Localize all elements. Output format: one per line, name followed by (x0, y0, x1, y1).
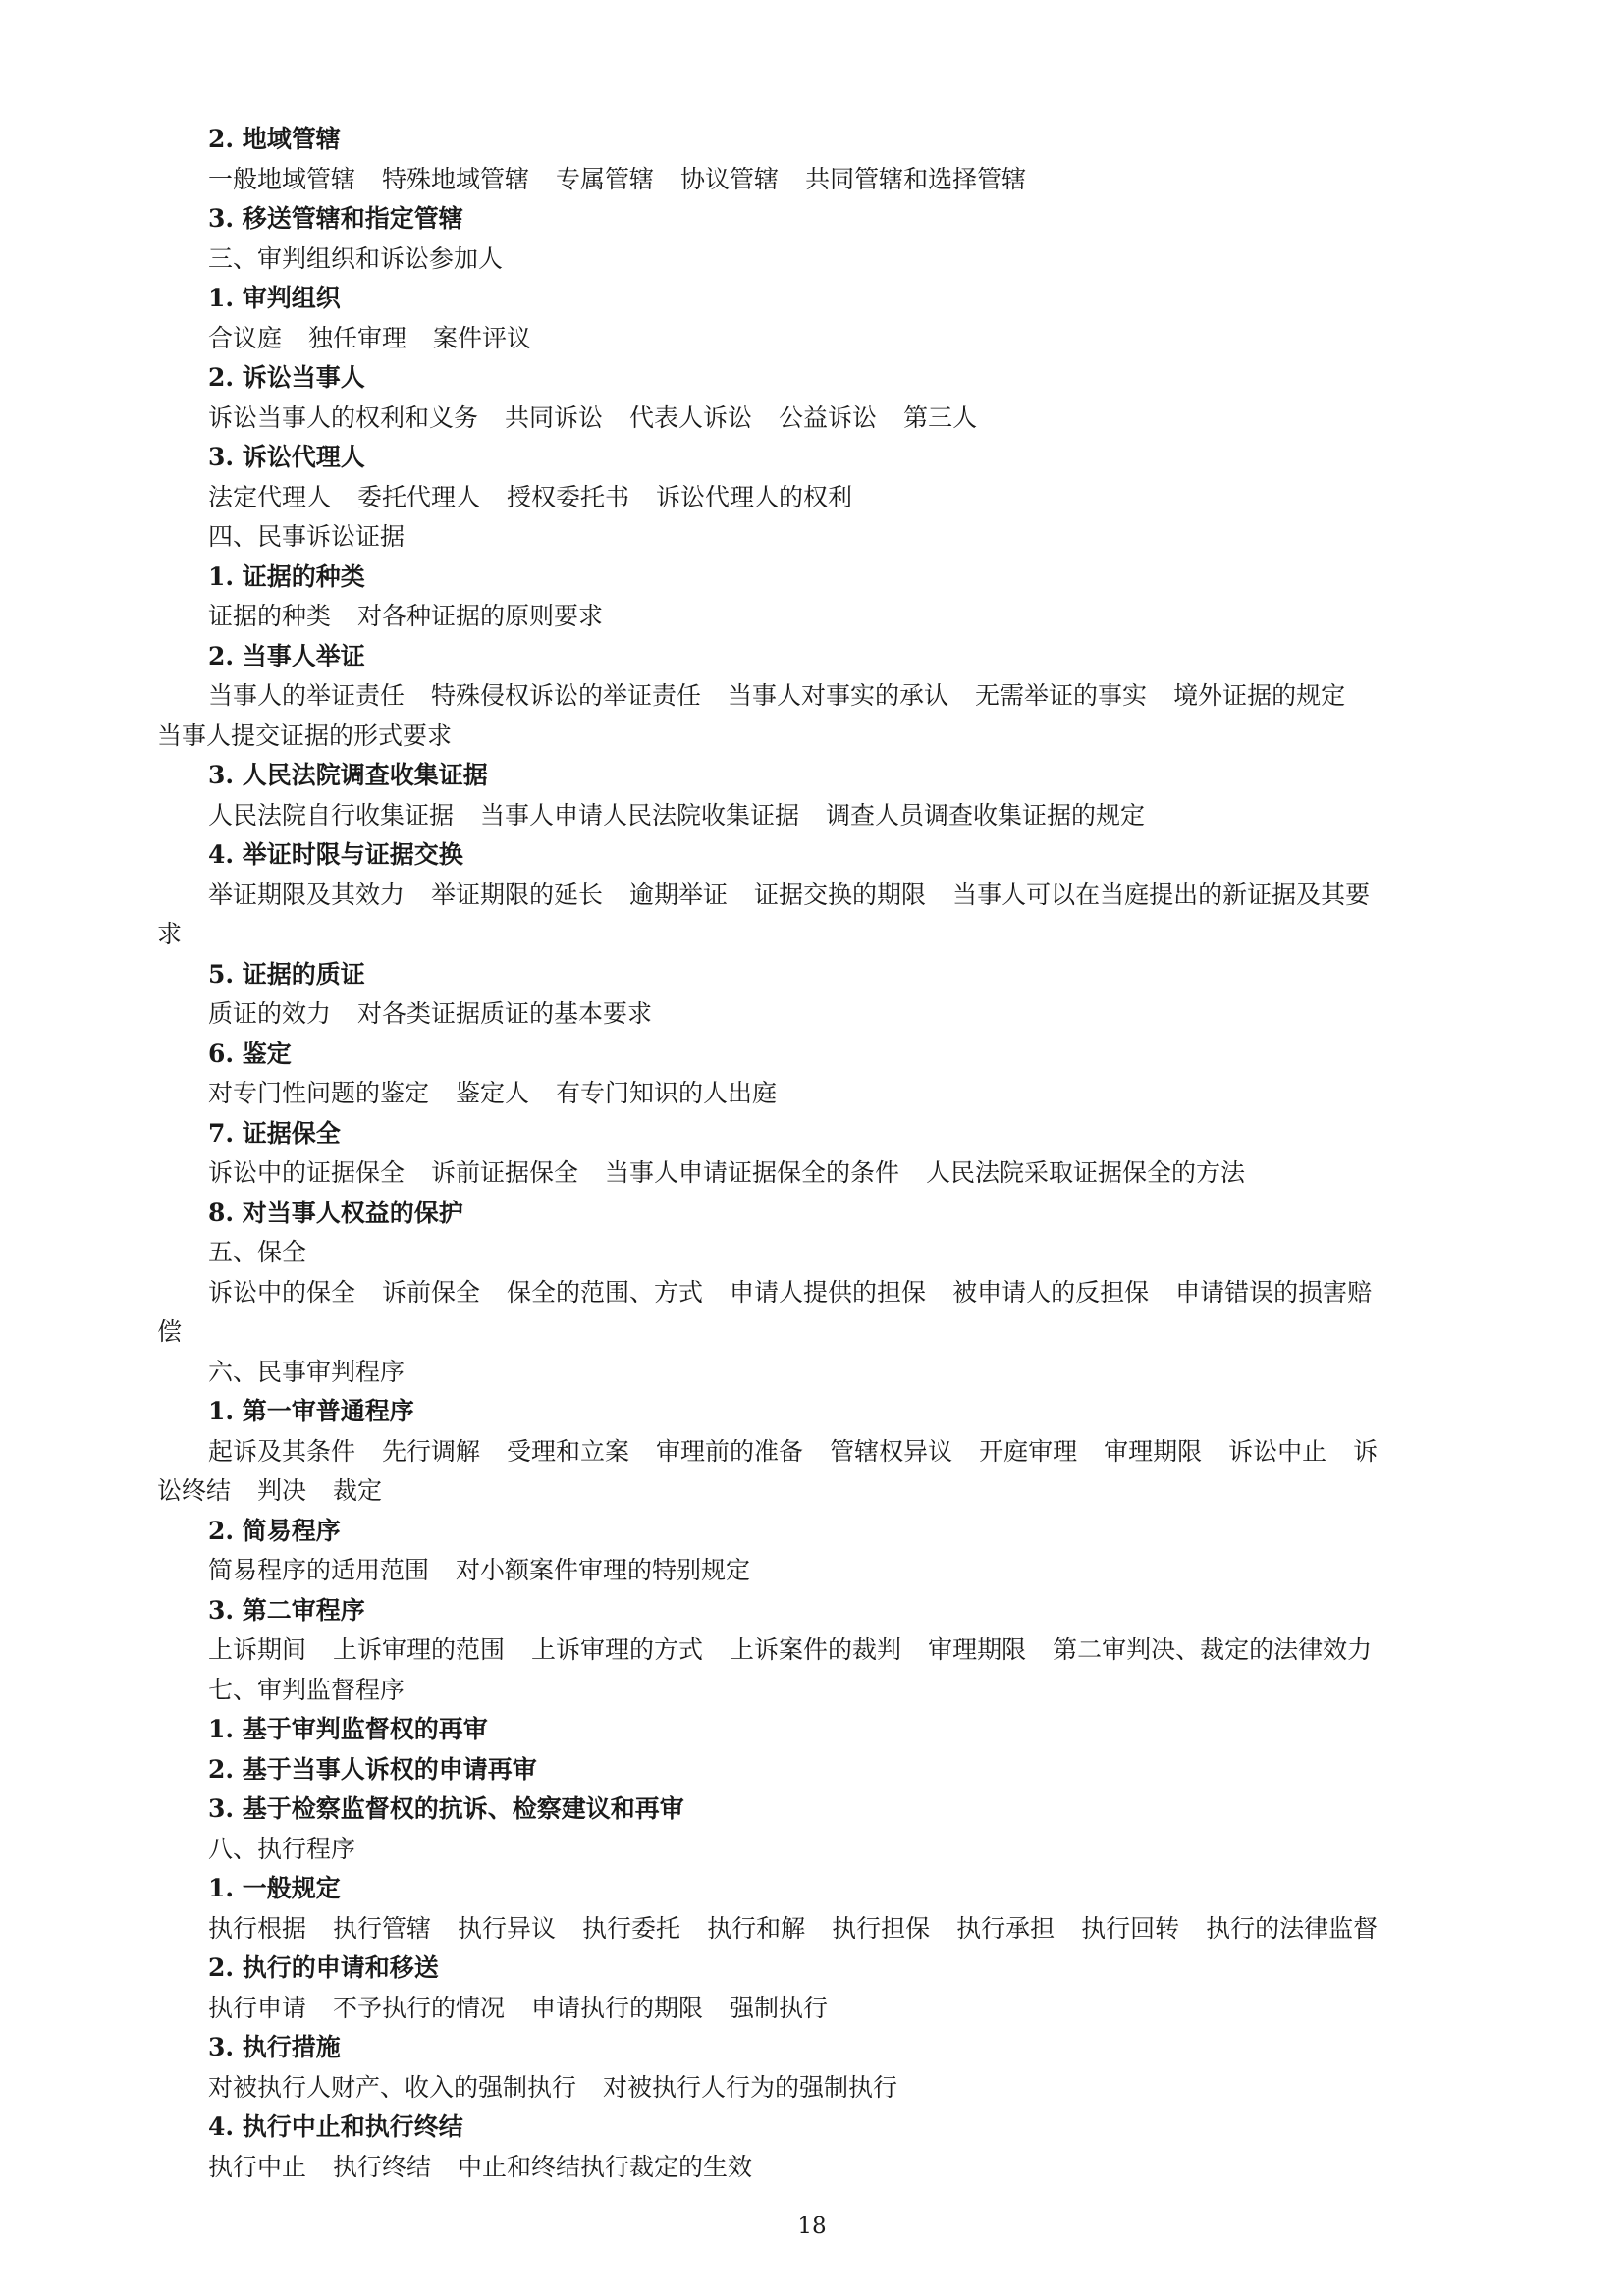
topic-item: 当事人对事实的承认 (728, 681, 949, 710)
topic-line (157, 1273, 1453, 1313)
topic-item: 鉴定人 (456, 1079, 530, 1107)
topic-item: 执行的法律监督 (1206, 1913, 1379, 1943)
topic-item: 四、民事诉讼证据 (208, 522, 406, 551)
topic-line (157, 1233, 1453, 1273)
topic-item: 讼终结 (157, 1476, 232, 1505)
topic-item: 对各类证据质证的基本要求 (357, 999, 653, 1028)
topic-item: 强制执行 (730, 1993, 829, 2022)
section-heading: 3. 诉讼代理人 (208, 443, 365, 471)
section-heading: 2. 执行的申请和移送 (208, 1953, 439, 1982)
topic-line (157, 1630, 1453, 1671)
topic-line (157, 1909, 1453, 1949)
topic-item: 对专门性问题的鉴定 (208, 1079, 430, 1107)
topic-item: 共同诉讼 (505, 402, 604, 432)
topic-item: 上诉审理的方式 (531, 1635, 704, 1664)
topic-item: 特殊地域管辖 (382, 164, 530, 193)
topic-item: 起诉及其条件 (208, 1436, 356, 1466)
topic-item: 第三人 (903, 402, 978, 432)
topic-item: 上诉审理的范围 (333, 1635, 506, 1664)
section-heading: 1. 第一审普通程序 (208, 1397, 414, 1425)
topic-item: 执行根据 (208, 1913, 307, 1943)
topic-item: 合议庭 (208, 323, 283, 352)
topic-item: 质证的效力 (208, 999, 332, 1028)
topic-item: 判决 (257, 1476, 307, 1505)
topic-item: 中止和终结执行裁定的生效 (458, 2152, 753, 2181)
section-heading: 1. 审判组织 (208, 284, 341, 312)
topic-item: 开庭审理 (979, 1436, 1078, 1466)
section-heading: 5. 证据的质证 (208, 959, 365, 988)
section-heading: 2. 地域管辖 (208, 125, 341, 153)
section-heading: 3. 执行措施 (208, 2033, 341, 2061)
topic-item: 当事人可以在当庭提出的新证据及其要 (952, 880, 1371, 909)
topic-item: 对小额案件审理的特别规定 (456, 1556, 751, 1584)
topic-line (157, 796, 1453, 836)
topic-item: 诉讼中的保全 (208, 1277, 356, 1307)
text-continuation-line (157, 1471, 1453, 1512)
topic-item: 执行管辖 (333, 1913, 432, 1943)
topic-item: 执行和解 (707, 1913, 806, 1943)
topic-item: 诉讼中的证据保全 (208, 1158, 406, 1187)
text-continuation-line (157, 915, 1453, 955)
topic-item: 独任审理 (308, 323, 407, 352)
topic-item: 上诉期间 (208, 1635, 307, 1664)
topic-item: 执行承担 (956, 1913, 1056, 1943)
section-heading: 2. 诉讼当事人 (208, 363, 365, 392)
topic-item: 公益诉讼 (779, 402, 878, 432)
topic-item: 无需举证的事实 (975, 681, 1148, 710)
topic-item: 逾期举证 (629, 880, 729, 909)
topic-item: 审理期限 (928, 1635, 1027, 1664)
topic-item: 执行担保 (832, 1913, 931, 1943)
section-heading: 3. 基于检察监督权的抗诉、检察建议和再审 (208, 1794, 684, 1823)
topic-item: 授权委托书 (507, 482, 630, 511)
section-heading: 3. 移送管辖和指定管辖 (208, 204, 463, 233)
topic-item: 诉讼当事人的权利和义务 (208, 402, 479, 432)
topic-item: 委托代理人 (357, 482, 481, 511)
topic-item: 管辖权异议 (830, 1436, 953, 1466)
topic-item: 执行终结 (333, 2152, 432, 2181)
topic-item: 有专门知识的人出庭 (556, 1079, 778, 1107)
topic-item: 五、保全 (208, 1238, 307, 1266)
section-heading: 2. 当事人举证 (208, 641, 365, 670)
topic-item: 境外证据的规定 (1173, 681, 1346, 710)
topic-item: 专属管辖 (556, 164, 655, 193)
section-heading: 8. 对当事人权益的保护 (208, 1198, 463, 1227)
topic-line (157, 876, 1453, 916)
topic-item: 代表人诉讼 (629, 402, 753, 432)
section-heading: 3. 人民法院调查收集证据 (208, 761, 488, 789)
topic-line (157, 240, 1453, 280)
topic-item: 简易程序的适用范围 (208, 1556, 430, 1584)
outline-content (157, 120, 1453, 2187)
topic-item: 申请人提供的担保 (730, 1277, 927, 1307)
text-continuation-line (157, 717, 1453, 757)
topic-item: 诉前证据保全 (431, 1158, 579, 1187)
topic-item: 执行申请 (208, 1993, 307, 2022)
topic-item: 案件评议 (433, 323, 532, 352)
topic-item: 举证期限及其效力 (208, 880, 406, 909)
section-heading: 7. 证据保全 (208, 1118, 341, 1148)
section-heading: 2. 基于当事人诉权的申请再审 (208, 1754, 537, 1784)
topic-item: 诉讼中止 (1228, 1436, 1327, 1466)
topic-item: 第二审判决、裁定的法律效力 (1053, 1635, 1373, 1664)
section-heading: 1. 证据的种类 (208, 561, 365, 591)
topic-line (157, 478, 1453, 518)
topic-line (157, 319, 1453, 359)
topic-line (157, 1551, 1453, 1591)
topic-item: 执行异议 (458, 1913, 557, 1943)
topic-item: 不予执行的情况 (333, 1993, 506, 2022)
topic-item: 执行回转 (1081, 1913, 1180, 1943)
topic-item: 共同管辖和选择管辖 (805, 164, 1027, 193)
topic-item: 被申请人的反担保 (952, 1277, 1150, 1307)
topic-item: 审理前的准备 (656, 1436, 804, 1466)
topic-line (157, 517, 1453, 558)
topic-line (157, 160, 1453, 200)
section-heading: 4. 执行中止和执行终结 (208, 2112, 463, 2141)
topic-line (157, 994, 1453, 1035)
topic-item: 求 (157, 920, 183, 948)
topic-item: 当事人的举证责任 (208, 681, 406, 710)
topic-item: 申请错误的损害赔 (1175, 1277, 1373, 1307)
topic-item: 七、审判监督程序 (208, 1675, 406, 1704)
topic-line (157, 1671, 1453, 1711)
topic-line (157, 2068, 1453, 2109)
topic-item: 证据交换的期限 (754, 880, 927, 909)
topic-item: 诉 (1353, 1436, 1379, 1466)
section-heading: 4. 举证时限与证据交换 (208, 840, 463, 869)
topic-item: 裁定 (333, 1476, 383, 1505)
topic-item: 证据的种类 (208, 602, 332, 630)
topic-item: 审理期限 (1104, 1436, 1203, 1466)
topic-line (157, 1353, 1453, 1393)
topic-line (157, 1074, 1453, 1114)
section-heading: 1. 基于审判监督权的再审 (208, 1715, 488, 1743)
topic-item: 受理和立案 (507, 1436, 630, 1466)
topic-item: 对各种证据的原则要求 (357, 602, 604, 630)
topic-line (157, 1153, 1453, 1194)
topic-item: 法定代理人 (208, 482, 332, 511)
topic-item: 人民法院采取证据保全的方法 (926, 1158, 1246, 1187)
topic-item: 六、民事审判程序 (208, 1357, 406, 1386)
topic-line (157, 2148, 1453, 2188)
topic-item: 对被执行人行为的强制执行 (603, 2072, 898, 2102)
topic-item: 上诉案件的裁判 (730, 1635, 902, 1664)
topic-item: 三、审判组织和诉讼参加人 (208, 243, 504, 273)
topic-item: 协议管辖 (680, 164, 780, 193)
topic-item: 特殊侵权诉讼的举证责任 (431, 681, 702, 710)
topic-item: 偿 (157, 1317, 183, 1346)
topic-item: 一般地域管辖 (208, 164, 356, 193)
topic-item: 申请执行的期限 (531, 1993, 704, 2022)
section-heading: 1. 一般规定 (208, 1874, 341, 1902)
topic-line (157, 1830, 1453, 1870)
topic-item: 对被执行人财产、收入的强制执行 (208, 2072, 577, 2102)
topic-item: 诉前保全 (382, 1277, 481, 1307)
section-heading: 2. 简易程序 (208, 1516, 341, 1545)
section-heading: 6. 鉴定 (208, 1039, 292, 1068)
topic-line (157, 399, 1453, 439)
topic-item: 当事人申请人民法院收集证据 (480, 800, 800, 829)
topic-item: 当事人提交证据的形式要求 (157, 721, 453, 750)
topic-item: 执行委托 (582, 1913, 681, 1943)
topic-item: 举证期限的延长 (431, 880, 604, 909)
topic-item: 执行中止 (208, 2152, 307, 2181)
topic-item: 调查人员调查收集证据的规定 (826, 800, 1146, 829)
topic-item: 人民法院自行收集证据 (208, 800, 455, 829)
topic-item: 当事人申请证据保全的条件 (605, 1158, 900, 1187)
topic-item: 诉讼代理人的权利 (656, 482, 853, 511)
topic-line (157, 597, 1453, 637)
topic-line (157, 1989, 1453, 2029)
section-heading: 3. 第二审程序 (208, 1595, 365, 1625)
topic-item: 八、执行程序 (208, 1834, 356, 1863)
topic-line (157, 1432, 1453, 1472)
topic-line (157, 676, 1453, 717)
text-continuation-line (157, 1312, 1453, 1353)
topic-item: 先行调解 (382, 1436, 481, 1466)
topic-item: 保全的范围、方式 (507, 1277, 704, 1307)
page-number: 18 (797, 2214, 827, 2239)
